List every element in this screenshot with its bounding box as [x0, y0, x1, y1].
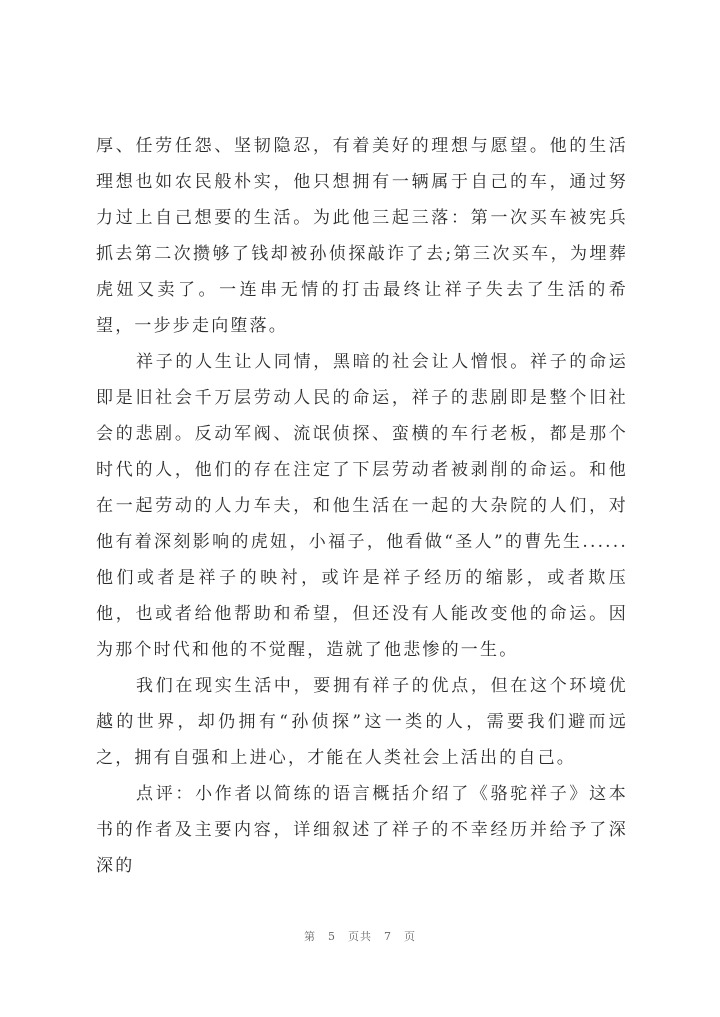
footer-middle: 页共 — [348, 930, 372, 943]
footer-prefix: 第 — [304, 930, 316, 943]
body-text — [96, 128, 628, 884]
footer-total-pages: 7 — [384, 930, 392, 943]
paragraph: 点评：小作者以简练的语言概括介绍了《骆驼祥子》这本书的作者及主要内容，详细叙述了祥子的不幸经历并给予了深深的 — [96, 784, 628, 876]
footer-page-number: 5 — [328, 930, 336, 943]
footer-suffix: 页 — [404, 930, 416, 943]
paragraph: 厚、任劳任怨、坚韧隐忍，有着美好的理想与愿望。他的生活理想也如农民般朴实，他只想拥有一辆属于自己的车，通过努力过上自己想要的生活。为此他三起三落：第一次买车被宪兵抓去第二次攒够了钱却被孙侦探敲诈了去;第三次买车，为埋葬虎妞又卖了。一连串无情的打击最终让祥子失去了生活的希望，一步步走向堕落。 — [96, 136, 628, 336]
paragraph: 祥子的人生让人同情，黑暗的社会让人憎恨。祥子的命运即是旧社会千万层劳动人民的命运，祥子的悲剧即是整个旧社会的悲剧。反动军阀、流氓侦探、蛮横的车行老板，都是那个时代的人，他们的存在注定了下层劳动者被剥削的命运。和他在一起劳动的人力车夫，和他生活在一起的大杂院的人们，对他有着深刻影响的虎妞，小福子，他看做“圣人”的曹先生......他们或者是祥子的映衬，或许是祥子经历的缩影，或者欺压他，也或者给他帮助和希望，但还没有人能改变他的命运。因为那个时代和他的不觉醒，造就了他悲惨的一生。 — [96, 352, 628, 660]
page-footer — [0, 928, 720, 944]
paragraph: 我们在现实生活中，要拥有祥子的优点，但在这个环境优越的世界，却仍拥有“孙侦探”这一类的人，需要我们避而远之，拥有自强和上进心，才能在人类社会上活出的自己。 — [96, 676, 628, 768]
